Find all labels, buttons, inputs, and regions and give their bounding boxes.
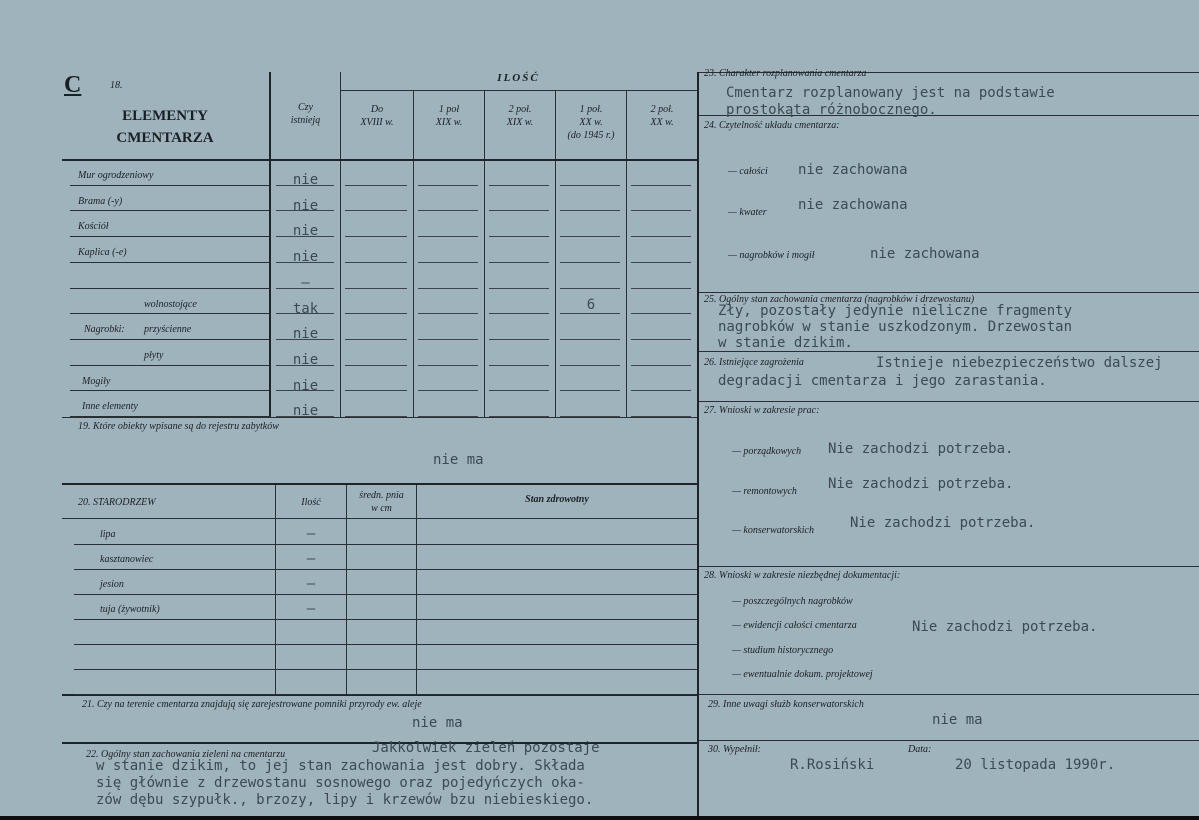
s20-row-line <box>74 544 697 545</box>
s18-row-line <box>70 339 270 340</box>
s18-row-exists-1: nie <box>292 198 319 214</box>
line-s29-top <box>699 694 1199 695</box>
line-ilosc-under <box>340 90 697 91</box>
s18-cell-line <box>631 262 691 263</box>
s18-cell-line <box>631 185 691 186</box>
section-letter: C <box>64 72 82 98</box>
s20-tree-qty-3: – <box>306 601 316 617</box>
s24-question: 24. Czytelność układu cmentarza: <box>704 120 840 131</box>
s18-row-exists-0: nie <box>292 172 319 188</box>
period-header-2-l2: XIX w. <box>506 117 534 128</box>
s18-cell-line <box>631 390 691 391</box>
s18-cell-line <box>489 236 549 237</box>
s18-cell-line <box>631 365 691 366</box>
s29-answer: nie ma <box>932 712 983 728</box>
s24-item-label-2: — nagrobków i mogił <box>728 250 815 261</box>
s18-cell-line <box>418 313 478 314</box>
s18-row-label-9: Inne elementy <box>82 401 138 412</box>
s20-title: 20. STARODRZEW <box>78 497 156 508</box>
s18-row-label-2: Kościół <box>78 221 109 232</box>
s22-answer-line2: w stanie dzikim, to jej stan zachowania jest dobry. Składa <box>96 758 585 774</box>
s18-cell-line <box>489 185 549 186</box>
s18-row-label-7: płyty <box>144 350 164 361</box>
s18-cell-line <box>489 313 549 314</box>
divider-main-vertical <box>697 72 699 816</box>
s22-question: 22. Ogólny stan zachowania zieleni na cmentarzu <box>86 749 286 760</box>
s27-item-value-0: Nie zachodzi potrzeba. <box>828 441 1014 457</box>
s18-cell-line <box>418 390 478 391</box>
s18-row-label-8: Mogiły <box>82 376 111 387</box>
line-s30-top <box>699 740 1199 741</box>
s18-row-exists-2: nie <box>292 223 319 239</box>
period-header-0-l2: XVIII w. <box>360 117 394 128</box>
s25-answer-line3: w stanie dzikim. <box>718 335 853 351</box>
s18-cell-line <box>418 262 478 263</box>
s20-tree-name-3: tuja (żywotnik) <box>100 604 160 615</box>
s26-answer-line1: Istnieje niebezpieczeństwo dalszej <box>876 355 1163 371</box>
s21-question: 21. Czy na terenie cmentarza znajdują się zarejestrowane pomniki przyrody ew. aleje <box>82 699 422 710</box>
s18-col-exists-l1: Czy <box>298 102 313 113</box>
s18-cell-line <box>560 416 620 417</box>
s20-tree-qty-1: – <box>306 551 316 567</box>
s20-tree-qty-2: – <box>306 576 316 592</box>
s18-cell-line <box>631 236 691 237</box>
s18-cell-line <box>560 185 620 186</box>
s18-cell-line <box>418 236 478 237</box>
line-table18-col5 <box>626 90 627 417</box>
s18-cell-line <box>345 365 407 366</box>
s18-row-line <box>70 390 270 391</box>
s22-answer-line3: się głównie z drzewostanu sosnowego oraz pojedyńczych oka- <box>96 775 585 791</box>
s28-item-label-1: — ewidencji całości cmentarza <box>732 620 857 631</box>
period-header-0-l1: Do <box>370 104 384 115</box>
s18-cell-line <box>418 288 478 289</box>
s18-cell-line <box>560 262 620 263</box>
s18-row-line <box>70 210 270 211</box>
line-table18-header-bottom <box>62 159 697 161</box>
s18-cell-line <box>560 339 620 340</box>
line-s26-top <box>699 351 1199 352</box>
s28-item-label-3: — ewentualnie dokum. projektowej <box>732 669 873 680</box>
s23-answer-line2: prostokąta różnobocznego. <box>726 102 937 118</box>
s27-item-value-1: Nie zachodzi potrzeba. <box>828 476 1014 492</box>
period-header-1-l2: XIX w. <box>435 117 463 128</box>
s18-cell-line <box>560 313 620 314</box>
s18-cell-line <box>345 210 407 211</box>
s19-question: 19. Które obiekty wpisane są do rejestru zabytków <box>78 421 279 432</box>
s18-row-line <box>70 365 270 366</box>
s27-item-value-2: Nie zachodzi potrzeba. <box>850 515 1036 531</box>
s18-number: 18. <box>110 80 123 91</box>
s18-row-line <box>70 313 270 314</box>
s18-row-label-1: Brama (-y) <box>78 196 123 207</box>
s18-row-exists-7: nie <box>292 352 319 368</box>
s28-item-label-2: — studium historycznego <box>732 645 834 656</box>
s18-cell-line <box>489 365 549 366</box>
s20-tree-name-1: kasztanowiec <box>100 554 154 565</box>
s18-row-exists-4: – <box>301 275 310 291</box>
s20-row-line <box>74 569 697 570</box>
s18-cell-line <box>560 288 620 289</box>
s18-ilosc-header: ILOŚĆ <box>497 72 540 84</box>
s18-cell-line <box>631 210 691 211</box>
s18-cell-line <box>560 236 620 237</box>
s20-tree-qty-0: – <box>306 526 316 542</box>
s18-cell-line <box>560 210 620 211</box>
s28-item-value-1: Nie zachodzi potrzeba. <box>912 619 1098 635</box>
s18-cell-line <box>560 365 620 366</box>
line-s28-top <box>699 566 1199 567</box>
s22-answer-line4: zów dębu szypułk., brzozy, lipy i krzewów bzu niebieskiego. <box>96 792 594 808</box>
s30-name: R.Rosiński <box>790 757 875 773</box>
s22-answer-line1: Jakkolwiek zieleń pozostaje <box>372 740 600 756</box>
s20-tree-name-0: lipa <box>100 529 116 540</box>
s18-cell-line <box>345 313 407 314</box>
s18-cell-line <box>345 288 407 289</box>
s30-label: 30. Wypełnił: <box>708 744 761 755</box>
s20-row-line <box>74 644 697 645</box>
s18-cell-line <box>631 288 691 289</box>
s18-cell-line <box>631 416 691 417</box>
line-s27-top <box>699 401 1199 402</box>
s18-row-line <box>70 262 270 263</box>
s27-item-label-1: — remontowych <box>732 486 797 497</box>
s18-row-qty-5: 6 <box>586 297 596 313</box>
s18-cell-line <box>418 185 478 186</box>
period-header-4-l2: XX w. <box>650 117 674 128</box>
s21-answer: nie ma <box>412 715 463 731</box>
s20-tree-name-2: jesion <box>100 579 124 590</box>
s18-row-exists-5: tak <box>292 301 319 317</box>
s18-row-label-3: Kaplica (-e) <box>78 247 127 258</box>
line-s20-header-bottom <box>62 518 697 519</box>
s25-answer-line2: nagrobków w stanie uszkodzonym. Drzewostan <box>718 319 1073 335</box>
period-header-2-l1: 2 poł. <box>508 104 532 115</box>
s30-date-label: Data: <box>908 744 932 755</box>
s24-item-label-1: — kwater <box>728 207 767 218</box>
s20-col-health: Stan zdrowotny <box>525 494 589 505</box>
s18-cell-line <box>489 416 549 417</box>
s20-col-diam-l1: średn. pnia <box>359 490 404 501</box>
s23-answer-line1: Cmentarz rozplanowany jest na podstawie <box>726 85 1055 101</box>
s27-item-label-2: — konserwatorskich <box>732 525 814 536</box>
s27-item-label-0: — porządkowych <box>732 446 802 457</box>
s26-question: 26. Istniejące zagrożenia <box>704 357 804 368</box>
s18-cell-line <box>489 339 549 340</box>
s23-question: 23. Charakter rozplanowania cmentarza <box>704 68 867 79</box>
s27-question: 27. Wnioski w zakresie prac: <box>704 405 820 416</box>
s18-cell-line <box>345 339 407 340</box>
s18-cell-line <box>418 365 478 366</box>
s18-cell-line <box>418 210 478 211</box>
s25-answer-line1: Zły, pozostały jedynie nieliczne fragmenty <box>718 303 1073 319</box>
s18-cell-line <box>345 236 407 237</box>
s24-item-value-2: nie zachowana <box>870 246 980 262</box>
s18-title-line1: ELEMENTY <box>122 108 208 124</box>
s18-cell-line <box>489 390 549 391</box>
line-s25-top <box>699 292 1199 293</box>
s25-question: 25. Ogólny stan zachowania cmentarza (nagrobków i drzewostanu) <box>704 294 975 305</box>
period-header-3-l1: 1 poł. <box>579 104 603 115</box>
s18-cell-line <box>345 416 407 417</box>
s20-row-line <box>74 619 697 620</box>
s24-item-label-0: — całości <box>728 166 768 177</box>
s18-cell-line <box>489 210 549 211</box>
line-table18-bottom <box>62 417 697 418</box>
s18-nagrobki-label: Nagrobki: <box>84 324 125 335</box>
s18-row-exists-8: nie <box>292 378 319 394</box>
s18-row-label-6: przyścienne <box>144 324 192 335</box>
s18-title-line2: CMENTARZA <box>116 130 214 146</box>
line-table18-col3 <box>484 90 485 417</box>
period-header-3-l2: XX w. <box>579 117 603 128</box>
s20-row-line <box>74 669 697 670</box>
s18-row-line <box>70 185 270 186</box>
s26-answer-line2: degradacji cmentarza i jego zarastania. <box>718 373 1047 389</box>
s28-item-label-0: — poszczególnych nagrobków <box>732 596 853 607</box>
s18-cell-line <box>345 262 407 263</box>
s18-cell-line <box>489 262 549 263</box>
s18-cell-line <box>631 313 691 314</box>
s18-row-label-0: Mur ogrodzeniowy <box>78 170 154 181</box>
line-s20-col2 <box>346 485 347 695</box>
period-header-3-l3: (do 1945 r.) <box>567 130 615 141</box>
s18-cell-line <box>418 339 478 340</box>
s28-question: 28. Wnioski w zakresie niezbędnej dokumentacji: <box>704 570 901 581</box>
s18-cell-line <box>560 390 620 391</box>
period-header-4-l1: 2 poł. <box>650 104 674 115</box>
s20-row-line <box>74 694 697 695</box>
s30-date: 20 listopada 1990r. <box>955 757 1116 773</box>
s19-answer: nie ma <box>433 452 484 468</box>
s18-col-exists-l2: istnieją <box>290 115 321 126</box>
period-header-1-l1: 1 poł <box>438 104 460 115</box>
s20-col-qty: Ilość <box>301 497 321 508</box>
s29-question: 29. Inne uwagi służb konserwatorskich <box>708 699 864 710</box>
s24-item-value-0: nie zachowana <box>798 162 908 178</box>
s24-item-value-1: nie zachowana <box>798 197 908 213</box>
s18-cell-line <box>631 339 691 340</box>
line-table18-col2 <box>413 90 414 417</box>
line-s20-col3 <box>416 485 417 695</box>
s18-cell-line <box>418 416 478 417</box>
s18-row-label-5: wolnostojące <box>144 299 197 310</box>
s18-row-exists-6: nie <box>292 326 319 342</box>
s18-row-line <box>70 416 270 417</box>
s18-row-exists-9: nie <box>292 403 319 419</box>
line-s20-top <box>62 483 697 485</box>
s18-cell-line <box>489 288 549 289</box>
s18-row-exists-3: nie <box>292 249 319 265</box>
s18-cell-line <box>345 390 407 391</box>
s20-col-diam-l2: w cm <box>371 503 392 514</box>
s18-row-line <box>70 288 270 289</box>
s20-row-line <box>74 594 697 595</box>
s18-cell-line <box>345 185 407 186</box>
s18-row-line <box>70 236 270 237</box>
